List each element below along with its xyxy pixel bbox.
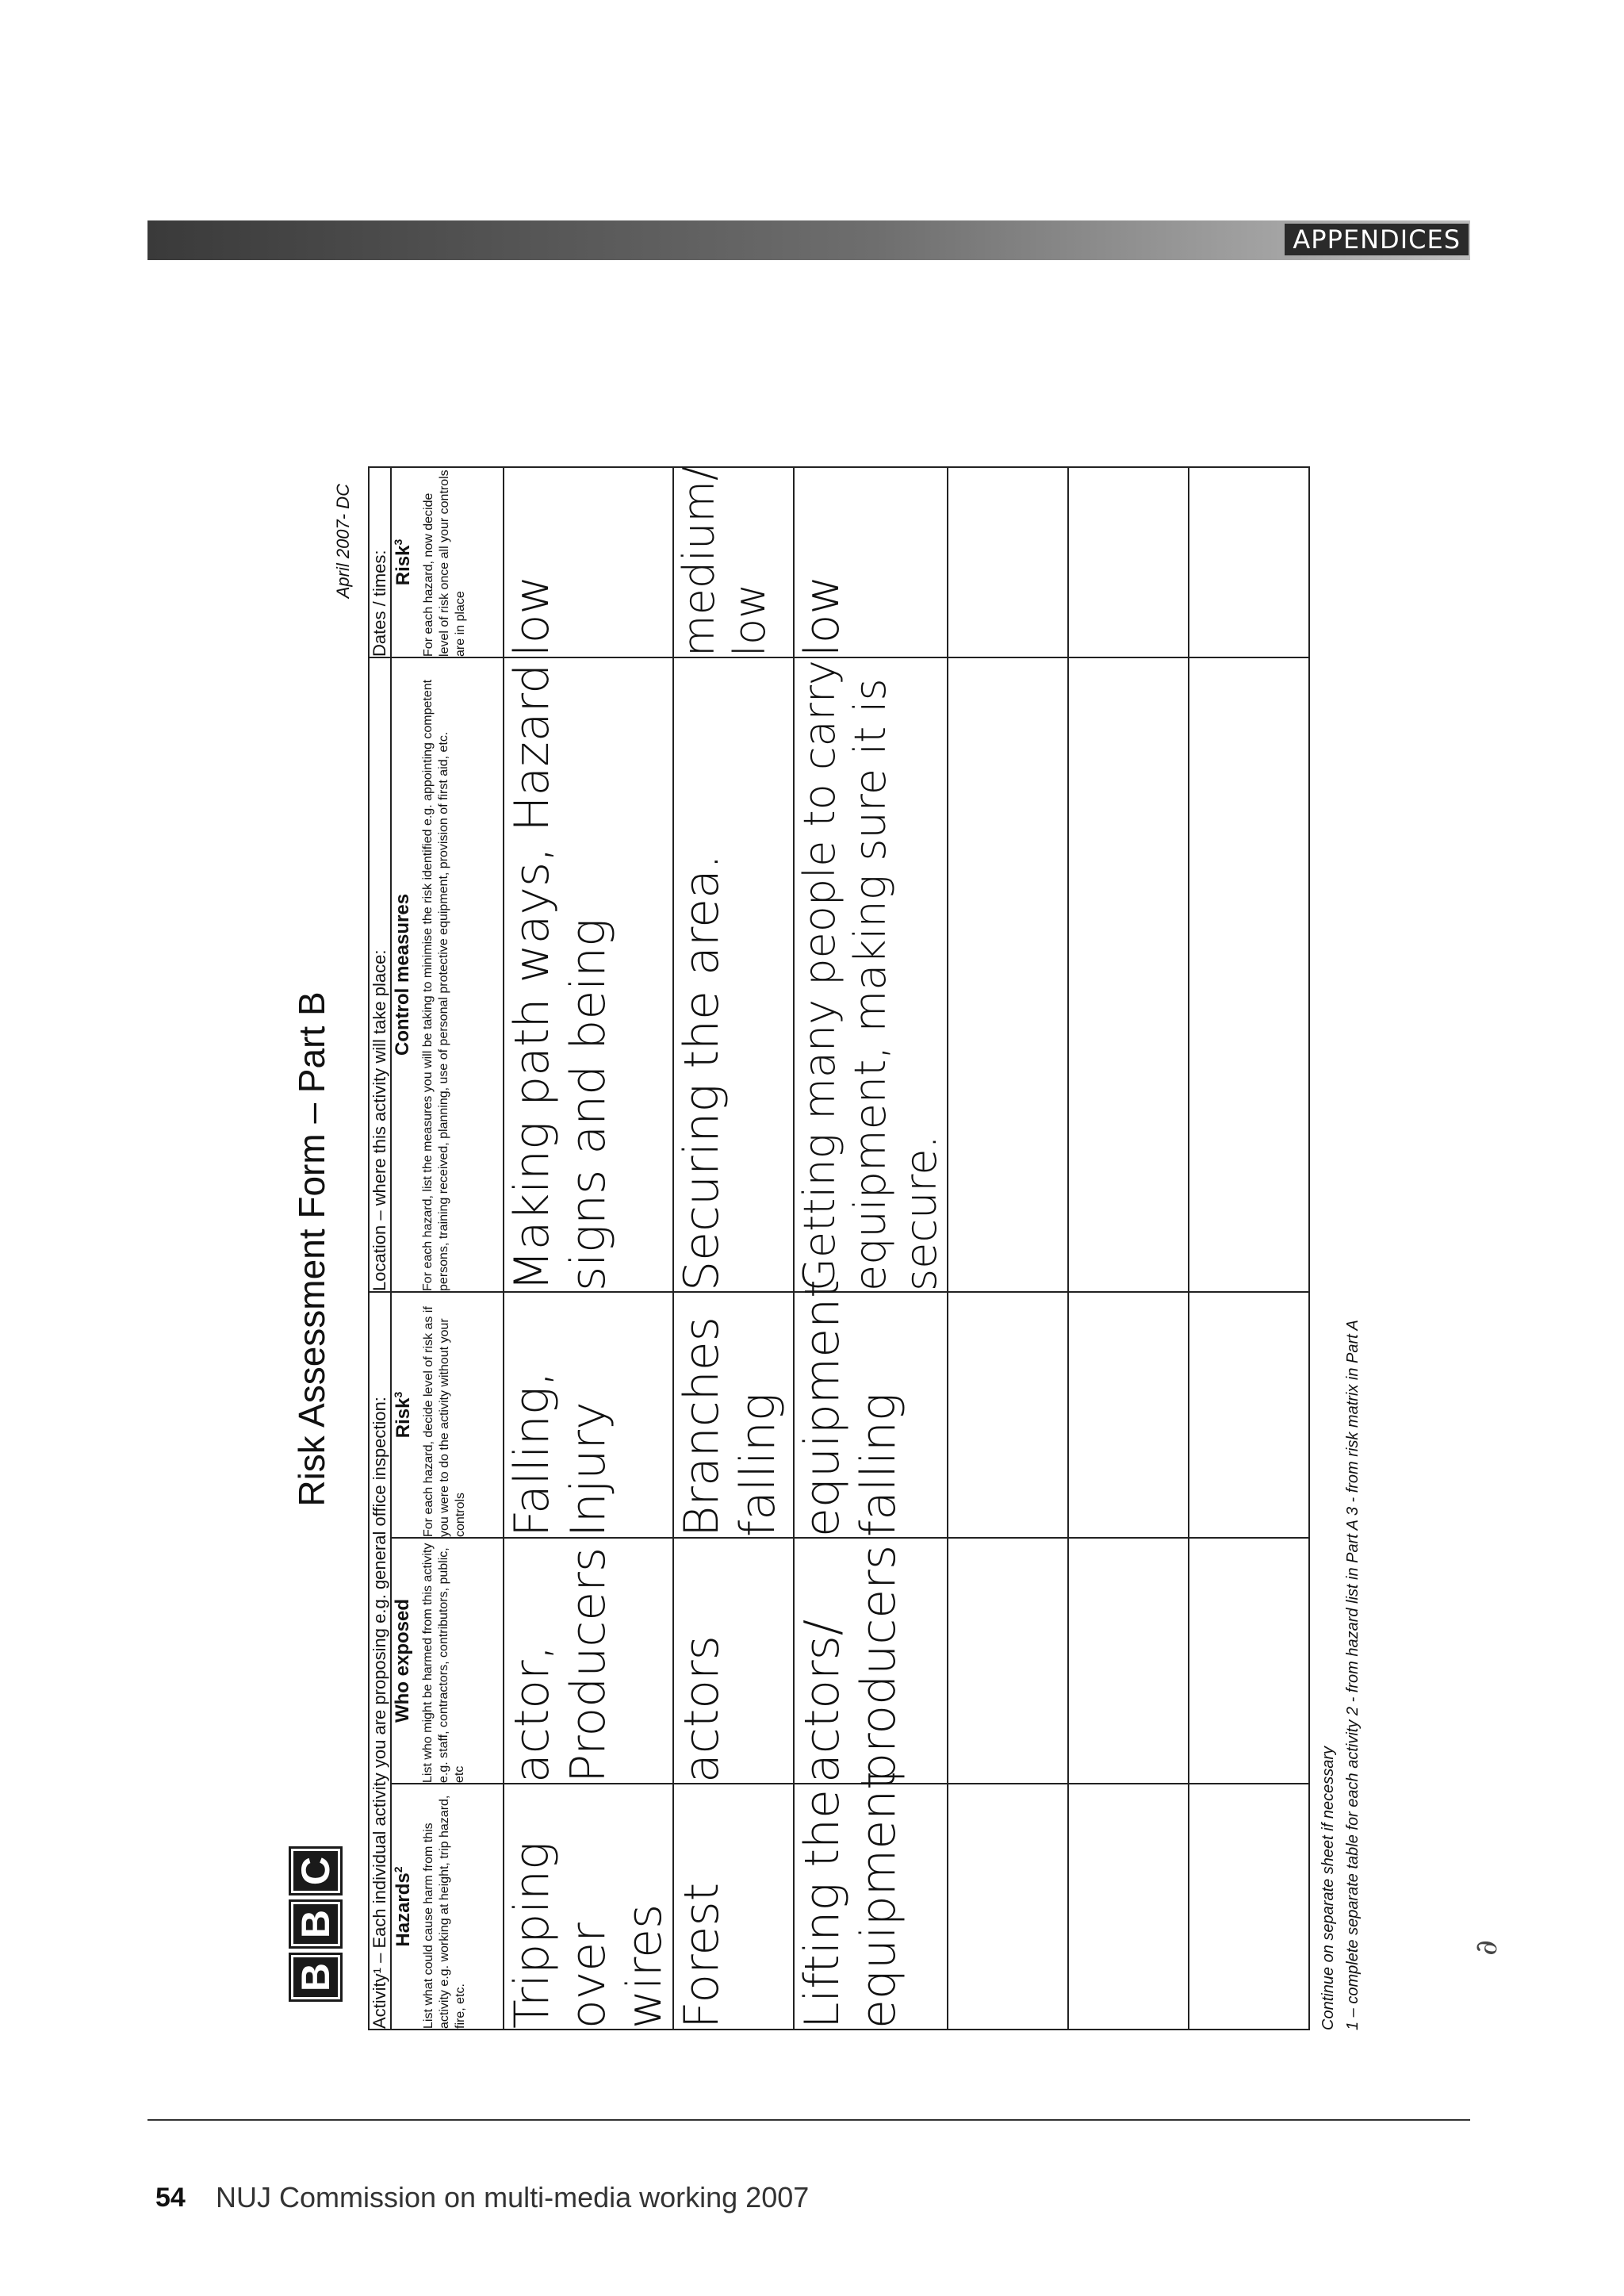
column-sup: 3 xyxy=(392,1391,404,1398)
risk-before-cell[interactable]: Falling, Injury xyxy=(504,1292,673,1538)
logo-letter: C xyxy=(289,1846,343,1895)
empty-cell[interactable] xyxy=(1189,1292,1309,1538)
who-cell[interactable]: actor, Producers xyxy=(504,1538,673,1784)
table-row xyxy=(948,467,1068,2030)
column-sup: 2 xyxy=(392,1866,404,1873)
empty-cell[interactable] xyxy=(948,467,1068,657)
risk-after-cell[interactable]: medium/ low xyxy=(673,467,794,657)
who-cell[interactable]: actors/ producers xyxy=(794,1538,947,1784)
table-row xyxy=(794,467,947,2030)
logo-letter: B xyxy=(289,1899,343,1949)
column-header-who xyxy=(391,1538,504,1784)
pencil-mark: ∂ xyxy=(1468,1940,1503,1956)
hazard-cell[interactable]: Lifting the equipment xyxy=(794,1784,947,2030)
dates-field[interactable]: Dates / times: xyxy=(369,467,391,657)
column-desc: List who might be harmed from this activity e.g. staff, contractors, contributors, public, etc xyxy=(421,1543,466,1783)
empty-cell[interactable] xyxy=(1189,657,1309,1292)
column-title: Risk xyxy=(393,545,414,586)
who-cell[interactable]: actors xyxy=(673,1538,794,1784)
column-title: Who exposed xyxy=(392,1599,413,1723)
empty-cell[interactable] xyxy=(1189,1784,1309,2030)
column-header-controls xyxy=(391,657,504,1292)
table-row xyxy=(1189,467,1309,2030)
logo-letter: B xyxy=(289,1953,343,2002)
column-header-risk-before xyxy=(391,1292,504,1538)
column-title: Control measures xyxy=(392,893,413,1056)
form-header xyxy=(281,468,368,2030)
footer-title: NUJ Commission on multi-media working 2007 xyxy=(216,2181,810,2214)
controls-cell[interactable]: Securing the area. xyxy=(673,657,794,1292)
empty-cell[interactable] xyxy=(948,657,1068,1292)
risk-before-cell[interactable]: equipment falling xyxy=(794,1292,947,1538)
info-row xyxy=(369,467,391,2030)
hazard-cell[interactable]: Forest xyxy=(673,1784,794,2030)
column-desc: For each hazard, decide level of risk as if you were to do the activity without your controls xyxy=(422,1306,467,1537)
empty-cell[interactable] xyxy=(948,1538,1068,1784)
header-row xyxy=(391,467,504,2030)
empty-cell[interactable] xyxy=(1068,1784,1189,2030)
form-notes xyxy=(1320,1320,1369,2030)
empty-cell[interactable] xyxy=(1068,1292,1189,1538)
risk-after-cell[interactable]: low xyxy=(794,467,947,657)
hazard-cell[interactable]: Tripping over wires xyxy=(504,1784,673,2030)
empty-cell[interactable] xyxy=(1068,467,1189,657)
column-header-hazards xyxy=(391,1784,504,2030)
risk-before-cell[interactable]: Branches falling xyxy=(673,1292,794,1538)
empty-cell[interactable] xyxy=(1189,467,1309,657)
column-desc: For each hazard, list the measures you will be taking to minimise the risk identified e.g. appointing competent persons, training received, planning, use of personal protective equipment, provision of first aid, etc. xyxy=(421,679,450,1291)
column-header-risk-after xyxy=(391,467,504,657)
form-date: April 2007- DC xyxy=(333,484,353,599)
empty-cell[interactable] xyxy=(948,1292,1068,1538)
table-row xyxy=(1068,467,1189,2030)
footnotes: 1 – complete separate table for each activity 2 - from hazard list in Part A 3 - from risk matrix in Part A xyxy=(1344,1320,1362,2030)
column-sup: 3 xyxy=(392,539,404,546)
column-title: Risk xyxy=(393,1397,414,1439)
form-title: Risk Assessment Form – Part B xyxy=(291,991,332,1507)
empty-cell[interactable] xyxy=(948,1784,1068,2030)
risk-assessment-form xyxy=(281,466,1362,2030)
location-field[interactable]: Location – where this activity will take place: xyxy=(369,657,391,1292)
appendix-label: APPENDICES xyxy=(1285,224,1469,255)
table-row xyxy=(504,467,673,2030)
controls-cell[interactable]: Making path ways, Hazard signs and being xyxy=(504,657,673,1292)
empty-cell[interactable] xyxy=(1068,657,1189,1292)
controls-cell[interactable]: Getting many people to carry equipment, making sure it is secure. xyxy=(794,657,947,1292)
empty-cell[interactable] xyxy=(1068,1538,1189,1784)
column-title: Hazards xyxy=(393,1872,414,1947)
risk-after-cell[interactable]: low xyxy=(504,467,673,657)
footer-rule xyxy=(147,2119,1470,2121)
activity-field[interactable]: Activity¹ – Each individual activity you are proposing e.g. general office inspection: xyxy=(369,1292,391,2030)
table-row xyxy=(673,467,794,2030)
appendix-banner xyxy=(147,220,1470,260)
column-desc: For each hazard, now decide level of risk once all your controls are in place xyxy=(422,470,467,657)
column-desc: List what could cause harm from this activity e.g. working at height, trip hazard, fire, etc. xyxy=(422,1795,467,2029)
empty-cell[interactable] xyxy=(1189,1538,1309,1784)
continue-note: Continue on separate sheet if necessary xyxy=(1320,1746,1337,2030)
page-number: 54 xyxy=(155,2183,186,2213)
risk-table xyxy=(368,466,1310,2030)
